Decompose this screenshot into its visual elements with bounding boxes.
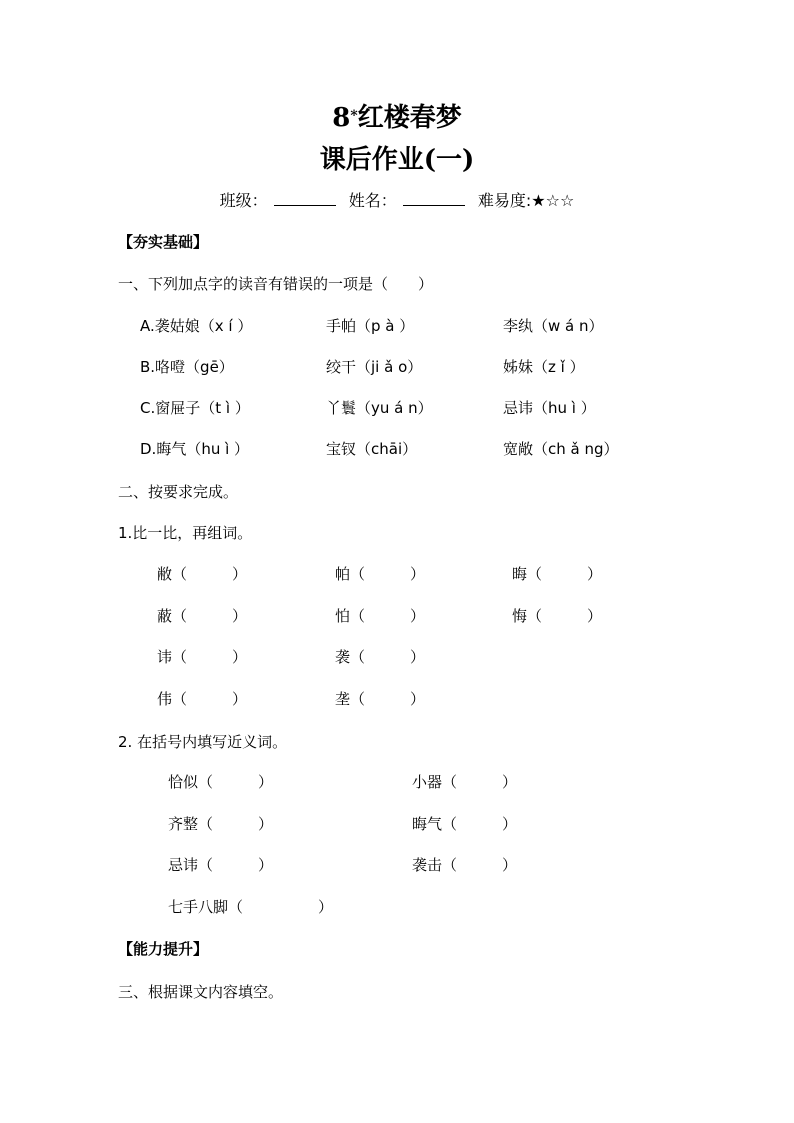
synonym-item[interactable]: 晦气（ ） [412, 815, 518, 833]
synonym-item[interactable]: 齐整（ ） [168, 815, 274, 833]
q1-option: 绞干（ji ǎ o） [326, 358, 423, 376]
compare-item[interactable]: 垄（ ） [335, 690, 426, 708]
name-label: 姓名： [348, 191, 397, 210]
compare-item[interactable]: 悔（ ） [512, 607, 603, 625]
student-info-line [0, 190, 794, 212]
q1-option: 手帕（p à ） [326, 317, 415, 335]
q1-option: B.咯噔（gē） [140, 358, 234, 376]
difficulty-stars: ★☆☆ [531, 191, 575, 210]
compare-item[interactable]: 帕（ ） [335, 565, 426, 583]
q1-option: C.窗屉子（t ì ） [140, 399, 250, 417]
compare-item[interactable]: 敝（ ） [157, 565, 248, 583]
q1-option: 忌讳（hu ì ） [503, 399, 596, 417]
q3-prompt: 三、根据课文内容填空。 [118, 983, 284, 1001]
q1-option: D.晦气（hu ì ） [140, 440, 250, 458]
compare-item[interactable]: 伟（ ） [157, 690, 248, 708]
q2-sub2: 2. 在括号内填写近义词。 [118, 733, 288, 751]
q1-prompt: 一、下列加点字的读音有错误的一项是（ ） [118, 275, 434, 293]
lesson-name: 红楼春梦 [357, 103, 462, 133]
synonym-item[interactable]: 恰似（ ） [168, 773, 274, 791]
q1-option: 丫鬟（yu á n） [326, 399, 433, 417]
q1-option: 宽敞（ch ǎ ng） [503, 440, 619, 458]
name-blank[interactable] [403, 191, 465, 206]
lesson-number: 8 [332, 103, 351, 133]
q2-sub1: 1.比一比，再组词。 [118, 524, 253, 542]
lesson-sup-mark: * [350, 108, 358, 124]
synonym-item[interactable]: 七手八脚（ ） [168, 898, 334, 916]
worksheet-subtitle: 课后作业(一) [319, 145, 475, 175]
difficulty-label: 难易度: [477, 191, 532, 210]
q1-option: 李纨（w á n） [503, 317, 604, 335]
section-improve: 【能力提升】 [118, 940, 209, 958]
q1-option: 宝钗（chāi） [326, 440, 418, 458]
compare-item[interactable]: 怕（ ） [335, 607, 426, 625]
compare-item[interactable]: 袭（ ） [335, 648, 426, 666]
class-label: 班级： [219, 191, 268, 210]
synonym-item[interactable]: 袭击（ ） [412, 856, 518, 874]
compare-item[interactable]: 晦（ ） [512, 565, 603, 583]
section-basic: 【夯实基础】 [118, 233, 209, 251]
q1-option: A.袭姑娘（x í ） [140, 317, 253, 335]
compare-item[interactable]: 讳（ ） [157, 648, 248, 666]
class-blank[interactable] [274, 191, 336, 206]
synonym-item[interactable]: 忌讳（ ） [168, 856, 274, 874]
synonym-item[interactable]: 小器（ ） [412, 773, 518, 791]
q2-prompt: 二、按要求完成。 [118, 483, 239, 501]
q1-option: 姊妹（z ǐ ） [503, 358, 585, 376]
compare-item[interactable]: 蔽（ ） [157, 607, 248, 625]
lesson-title [0, 103, 794, 133]
